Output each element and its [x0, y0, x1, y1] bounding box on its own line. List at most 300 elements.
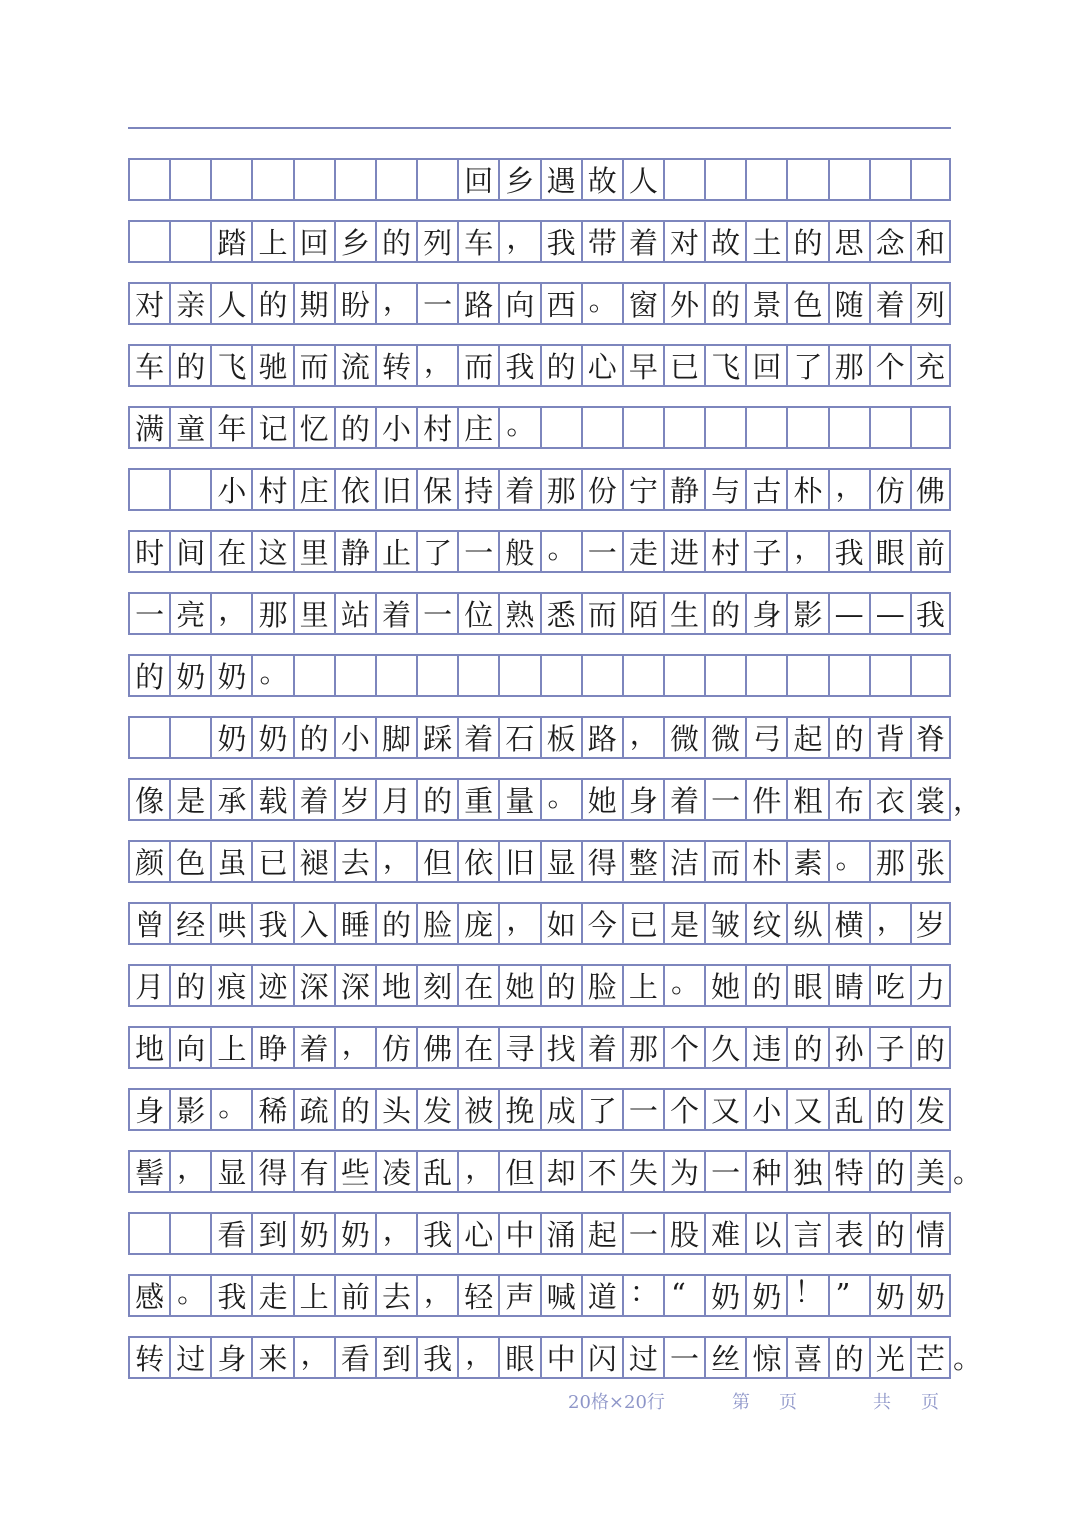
grid-row [128, 530, 951, 573]
grid-cell: 身 [128, 1090, 169, 1129]
grid-cell: 的 [293, 718, 334, 757]
grid-cell: 村 [251, 470, 292, 509]
grid-cell: ， [334, 1028, 375, 1067]
grid-cell: 发 [910, 1090, 951, 1129]
grid-cell: 列 [416, 222, 457, 261]
grid-cell: 了 [786, 346, 827, 385]
grid-cell: 位 [457, 594, 498, 633]
grid-cell: ， [457, 1338, 498, 1377]
grid-cell: 睡 [334, 904, 375, 943]
grid-row [128, 716, 951, 759]
grid-cell [416, 656, 457, 695]
grid-cell: 飞 [704, 346, 745, 385]
grid-cell: 头 [375, 1090, 416, 1129]
grid-cell: 记 [251, 408, 292, 447]
grid-cell: 流 [334, 346, 375, 385]
grid-cell: 在 [210, 532, 251, 571]
grid-cell: 的 [416, 780, 457, 819]
grid-cell [869, 408, 910, 447]
grid-cell: 哄 [210, 904, 251, 943]
grid-cell: ， [828, 470, 869, 509]
grid-cell: 乱 [828, 1090, 869, 1129]
grid-cell: 轻 [457, 1276, 498, 1315]
grid-cell [786, 408, 827, 447]
grid-cell: 列 [910, 284, 951, 323]
grid-cell: 童 [169, 408, 210, 447]
grid-cell: 是 [169, 780, 210, 819]
grid-cell: 色 [786, 284, 827, 323]
grid-cell: 朴 [786, 470, 827, 509]
grid-cell: 踏 [210, 222, 251, 261]
grid-cell: ， [498, 904, 539, 943]
grid-cell: ， [293, 1338, 334, 1377]
grid-cell: 为 [663, 1152, 704, 1191]
grid-cell: 今 [581, 904, 622, 943]
grid-cell [210, 160, 251, 199]
grid-cell: 的 [869, 1090, 910, 1129]
grid-cell: 髻 [128, 1152, 169, 1191]
grid-cell: ， [786, 532, 827, 571]
grid-cell [169, 222, 210, 261]
footer-grid-spec: 20格×20行 [568, 1392, 665, 1413]
grid-cell: 在 [457, 966, 498, 1005]
grid-cell: 。 [251, 656, 292, 695]
grid-cell: 奶 [745, 1276, 786, 1315]
grid-row [128, 654, 951, 697]
top-rule-line [128, 127, 951, 129]
grid-cell: 一 [416, 284, 457, 323]
grid-cell: 眼 [498, 1338, 539, 1377]
grid-cell [745, 656, 786, 695]
grid-cell: 在 [457, 1028, 498, 1067]
grid-cell: 横 [828, 904, 869, 943]
grid-cell: 光 [869, 1338, 910, 1377]
grid-cell: 子 [745, 532, 786, 571]
footer-page-label: 第 [732, 1392, 750, 1413]
grid-cell: 小 [375, 408, 416, 447]
grid-cell: 岁 [334, 780, 375, 819]
grid-cell: 的 [910, 1028, 951, 1067]
grid-cell: 眼 [869, 532, 910, 571]
grid-cell [293, 656, 334, 695]
grid-row [128, 840, 951, 883]
grid-cell: 止 [375, 532, 416, 571]
grid-cell: 间 [169, 532, 210, 571]
grid-cell: 像 [128, 780, 169, 819]
grid-cell: 前 [334, 1276, 375, 1315]
grid-cell: 整 [622, 842, 663, 881]
grid-cell: 我 [416, 1214, 457, 1253]
grid-cell: 那 [540, 470, 581, 509]
grid-cell: 得 [251, 1152, 292, 1191]
grid-cell: 经 [169, 904, 210, 943]
grid-cell: 脸 [581, 966, 622, 1005]
grid-row [128, 1212, 951, 1255]
grid-cell: 时 [128, 532, 169, 571]
grid-cell: 悉 [540, 594, 581, 633]
grid-row [128, 1274, 951, 1317]
grid-cell: 背 [869, 718, 910, 757]
grid-cell: 向 [169, 1028, 210, 1067]
grid-cell: 忆 [293, 408, 334, 447]
grid-cell: 前 [910, 532, 951, 571]
grid-cell: 的 [828, 1338, 869, 1377]
grid-cell: 静 [663, 470, 704, 509]
grid-cell: 表 [828, 1214, 869, 1253]
grid-cell: 故 [581, 160, 622, 199]
grid-cell: 言 [786, 1214, 827, 1253]
grid-cell: 外 [663, 284, 704, 323]
grid-cell: 眼 [786, 966, 827, 1005]
grid-cell: ， [375, 1214, 416, 1253]
grid-cell: 一 [128, 594, 169, 633]
grid-cell: 里 [293, 532, 334, 571]
grid-cell: 睁 [251, 1028, 292, 1067]
grid-cell: 的 [128, 656, 169, 695]
grid-cell: 她 [704, 966, 745, 1005]
grid-cell: 张 [910, 842, 951, 881]
grid-cell: 纹 [745, 904, 786, 943]
grid-cell: 乱 [416, 1152, 457, 1191]
grid-cell: 我 [540, 222, 581, 261]
grid-cell: 刻 [416, 966, 457, 1005]
grid-cell: 股 [663, 1214, 704, 1253]
grid-cell: 粗 [786, 780, 827, 819]
grid-row [128, 158, 951, 201]
grid-cell: 深 [293, 966, 334, 1005]
grid-cell: 窗 [622, 284, 663, 323]
grid-cell: 土 [745, 222, 786, 261]
grid-cell: 的 [540, 966, 581, 1005]
grid-cell: 回 [457, 160, 498, 199]
grid-cell: 宁 [622, 470, 663, 509]
grid-cell: “ [663, 1276, 704, 1315]
grid-cell: 上 [251, 222, 292, 261]
grid-cell: 与 [704, 470, 745, 509]
grid-cell: 去 [375, 1276, 416, 1315]
grid-cell: 着 [293, 780, 334, 819]
grid-cell: 古 [745, 470, 786, 509]
grid-cell: 心 [457, 1214, 498, 1253]
grid-cell: 一 [704, 1152, 745, 1191]
grid-cell: 小 [210, 470, 251, 509]
grid-cell: 着 [457, 718, 498, 757]
grid-cell: 乡 [498, 160, 539, 199]
grid-cell: 对 [128, 284, 169, 323]
grid-cell [622, 656, 663, 695]
grid-cell: 而 [581, 594, 622, 633]
grid-cell [128, 222, 169, 261]
grid-cell: — [869, 594, 910, 633]
grid-cell: 但 [416, 842, 457, 881]
grid-cell: 脚 [375, 718, 416, 757]
grid-cell: 寻 [498, 1028, 539, 1067]
grid-cell: 涌 [540, 1214, 581, 1253]
grid-cell: 的 [169, 966, 210, 1005]
grid-cell: 载 [251, 780, 292, 819]
grid-cell [169, 470, 210, 509]
grid-cell: 已 [251, 842, 292, 881]
grid-cell: 看 [210, 1214, 251, 1253]
grid-cell: 而 [293, 346, 334, 385]
grid-cell: 转 [375, 346, 416, 385]
grid-cell: 找 [540, 1028, 581, 1067]
grid-cell: 衣 [869, 780, 910, 819]
grid-cell: 的 [704, 594, 745, 633]
grid-cell: 旧 [375, 470, 416, 509]
grid-cell: ， [622, 718, 663, 757]
grid-cell: 挽 [498, 1090, 539, 1129]
grid-cell: 板 [540, 718, 581, 757]
grid-cell: 的 [745, 966, 786, 1005]
grid-cell: 吃 [869, 966, 910, 1005]
grid-cell: 一 [416, 594, 457, 633]
grid-cell: ， [457, 1152, 498, 1191]
grid-cell: 地 [375, 966, 416, 1005]
overflow-punctuation: ， [953, 783, 983, 817]
grid-row [128, 778, 983, 821]
grid-cell [128, 160, 169, 199]
grid-cell: 已 [663, 346, 704, 385]
grid-cell: 一 [622, 1090, 663, 1129]
grid-cell: 充 [910, 346, 951, 385]
grid-cell: 颜 [128, 842, 169, 881]
grid-cell: ， [416, 346, 457, 385]
grid-cell: 但 [498, 1152, 539, 1191]
grid-cell: 思 [828, 222, 869, 261]
grid-cell: 那 [251, 594, 292, 633]
grid-cell [128, 718, 169, 757]
grid-cell: 陌 [622, 594, 663, 633]
grid-cell: 地 [128, 1028, 169, 1067]
grid-cell: 一 [581, 532, 622, 571]
grid-cell: 喜 [786, 1338, 827, 1377]
grid-cell: 回 [745, 346, 786, 385]
grid-cell: 又 [704, 1090, 745, 1129]
grid-cell: 我 [251, 904, 292, 943]
grid-row [128, 282, 951, 325]
grid-cell: 奶 [169, 656, 210, 695]
grid-cell: 独 [786, 1152, 827, 1191]
grid-cell: 盼 [334, 284, 375, 323]
grid-cell: 朴 [745, 842, 786, 881]
grid-cell: 发 [416, 1090, 457, 1129]
grid-cell: 一 [622, 1214, 663, 1253]
grid-cell: 西 [540, 284, 581, 323]
grid-cell: 素 [786, 842, 827, 881]
grid-cell [169, 1214, 210, 1253]
grid-cell: 声 [498, 1276, 539, 1315]
grid-cell: 念 [869, 222, 910, 261]
grid-cell [704, 656, 745, 695]
grid-cell: 着 [581, 1028, 622, 1067]
grid-cell: 的 [334, 408, 375, 447]
grid-cell: 美 [910, 1152, 951, 1191]
grid-cell [704, 408, 745, 447]
grid-cell: 踩 [416, 718, 457, 757]
grid-cell: 上 [293, 1276, 334, 1315]
grid-cell: 奶 [869, 1276, 910, 1315]
grid-cell [828, 160, 869, 199]
grid-cell [622, 408, 663, 447]
grid-cell: 显 [210, 1152, 251, 1191]
grid-cell: 。 [581, 284, 622, 323]
grid-cell: 故 [704, 222, 745, 261]
grid-cell [581, 656, 622, 695]
grid-cell: 依 [334, 470, 375, 509]
grid-cell: 奶 [293, 1214, 334, 1253]
grid-cell: 佛 [910, 470, 951, 509]
grid-cell: 又 [786, 1090, 827, 1129]
grid-cell: 静 [334, 532, 375, 571]
grid-row [128, 1150, 983, 1193]
grid-cell: 力 [910, 966, 951, 1005]
grid-cell: 站 [334, 594, 375, 633]
grid-cell: 。 [540, 780, 581, 819]
grid-cell: 奶 [334, 1214, 375, 1253]
grid-cell: 身 [622, 780, 663, 819]
grid-row [128, 1336, 983, 1379]
grid-cell: 中 [540, 1338, 581, 1377]
grid-cell: ， [416, 1276, 457, 1315]
grid-cell: 如 [540, 904, 581, 943]
grid-cell: 以 [745, 1214, 786, 1253]
grid-cell: 子 [869, 1028, 910, 1067]
grid-cell: 丝 [704, 1338, 745, 1377]
grid-cell: 一 [457, 532, 498, 571]
grid-cell: 月 [375, 780, 416, 819]
grid-cell: ， [169, 1152, 210, 1191]
grid-cell: 皱 [704, 904, 745, 943]
grid-cell: 和 [910, 222, 951, 261]
grid-cell: 佛 [416, 1028, 457, 1067]
grid-cell: 的 [869, 1152, 910, 1191]
grid-cell: 里 [293, 594, 334, 633]
grid-cell: 仿 [375, 1028, 416, 1067]
grid-cell: 起 [581, 1214, 622, 1253]
grid-cell: 纵 [786, 904, 827, 943]
grid-cell: 褪 [293, 842, 334, 881]
grid-cell [457, 656, 498, 695]
grid-cell: 向 [498, 284, 539, 323]
grid-cell: 路 [581, 718, 622, 757]
grid-cell: 亮 [169, 594, 210, 633]
grid-cell: 色 [169, 842, 210, 881]
grid-cell: 起 [786, 718, 827, 757]
grid-cell: 旧 [498, 842, 539, 881]
grid-cell: 驰 [251, 346, 292, 385]
grid-cell [828, 656, 869, 695]
grid-cell: 景 [745, 284, 786, 323]
grid-cell: 的 [869, 1214, 910, 1253]
grid-cell: 孙 [828, 1028, 869, 1067]
grid-cell: 转 [128, 1338, 169, 1377]
grid-row [128, 902, 951, 945]
grid-cell: 是 [663, 904, 704, 943]
overflow-punctuation: 。 [953, 1341, 983, 1375]
grid-cell: 种 [745, 1152, 786, 1191]
grid-cell: 奶 [704, 1276, 745, 1315]
grid-cell: 。 [169, 1276, 210, 1315]
grid-cell: 奶 [251, 718, 292, 757]
grid-cell: 却 [540, 1152, 581, 1191]
grid-cell: 庞 [457, 904, 498, 943]
grid-cell: 生 [663, 594, 704, 633]
grid-cell: 飞 [210, 346, 251, 385]
grid-cell: 微 [663, 718, 704, 757]
grid-cell: 保 [416, 470, 457, 509]
grid-cell [745, 408, 786, 447]
grid-cell: 有 [293, 1152, 334, 1191]
grid-cell: 身 [210, 1338, 251, 1377]
grid-cell: ， [869, 904, 910, 943]
grid-cell [334, 160, 375, 199]
grid-cell: 我 [828, 532, 869, 571]
grid-cell: 人 [210, 284, 251, 323]
grid-cell: 满 [128, 408, 169, 447]
grid-cell: 成 [540, 1090, 581, 1129]
grid-cell: 奶 [210, 656, 251, 695]
grid-cell: 遇 [540, 160, 581, 199]
grid-cell: 路 [457, 284, 498, 323]
grid-cell: 。 [540, 532, 581, 571]
grid-row [128, 1088, 951, 1131]
grid-cell: 依 [457, 842, 498, 881]
grid-cell: 那 [869, 842, 910, 881]
grid-cell: 迹 [251, 966, 292, 1005]
grid-cell: 村 [704, 532, 745, 571]
grid-cell: 已 [622, 904, 663, 943]
grid-cell [416, 160, 457, 199]
grid-cell: 身 [745, 594, 786, 633]
grid-cell [169, 718, 210, 757]
grid-cell [128, 1214, 169, 1253]
grid-cell: ， [498, 222, 539, 261]
footer-page-suffix: 页 [779, 1392, 797, 1413]
grid-cell: 一 [663, 1338, 704, 1377]
grid-cell: 了 [416, 532, 457, 571]
grid-cell: 喊 [540, 1276, 581, 1315]
grid-cell: 对 [663, 222, 704, 261]
grid-cell: 被 [457, 1090, 498, 1129]
grid-cell: 曾 [128, 904, 169, 943]
grid-cell: 脊 [910, 718, 951, 757]
grid-cell: ： [622, 1276, 663, 1315]
grid-cell: 我 [910, 594, 951, 633]
grid-cell: 走 [622, 532, 663, 571]
grid-cell [663, 408, 704, 447]
grid-cell: 影 [786, 594, 827, 633]
grid-cell: 年 [210, 408, 251, 447]
grid-cell: 凌 [375, 1152, 416, 1191]
grid-cell: 个 [663, 1028, 704, 1067]
grid-cell: 奶 [210, 718, 251, 757]
grid-cell: 不 [581, 1152, 622, 1191]
grid-cell: 到 [375, 1338, 416, 1377]
grid-cell: 着 [663, 780, 704, 819]
grid-cell: 带 [581, 222, 622, 261]
grid-row [128, 1026, 951, 1069]
grid-row [128, 220, 951, 263]
grid-cell: 上 [622, 966, 663, 1005]
grid-cell: 着 [869, 284, 910, 323]
grid-cell: 影 [169, 1090, 210, 1129]
grid-cell: 般 [498, 532, 539, 571]
grid-cell: ！ [786, 1276, 827, 1315]
grid-cell [540, 656, 581, 695]
grid-cell [704, 160, 745, 199]
grid-row [128, 964, 951, 1007]
